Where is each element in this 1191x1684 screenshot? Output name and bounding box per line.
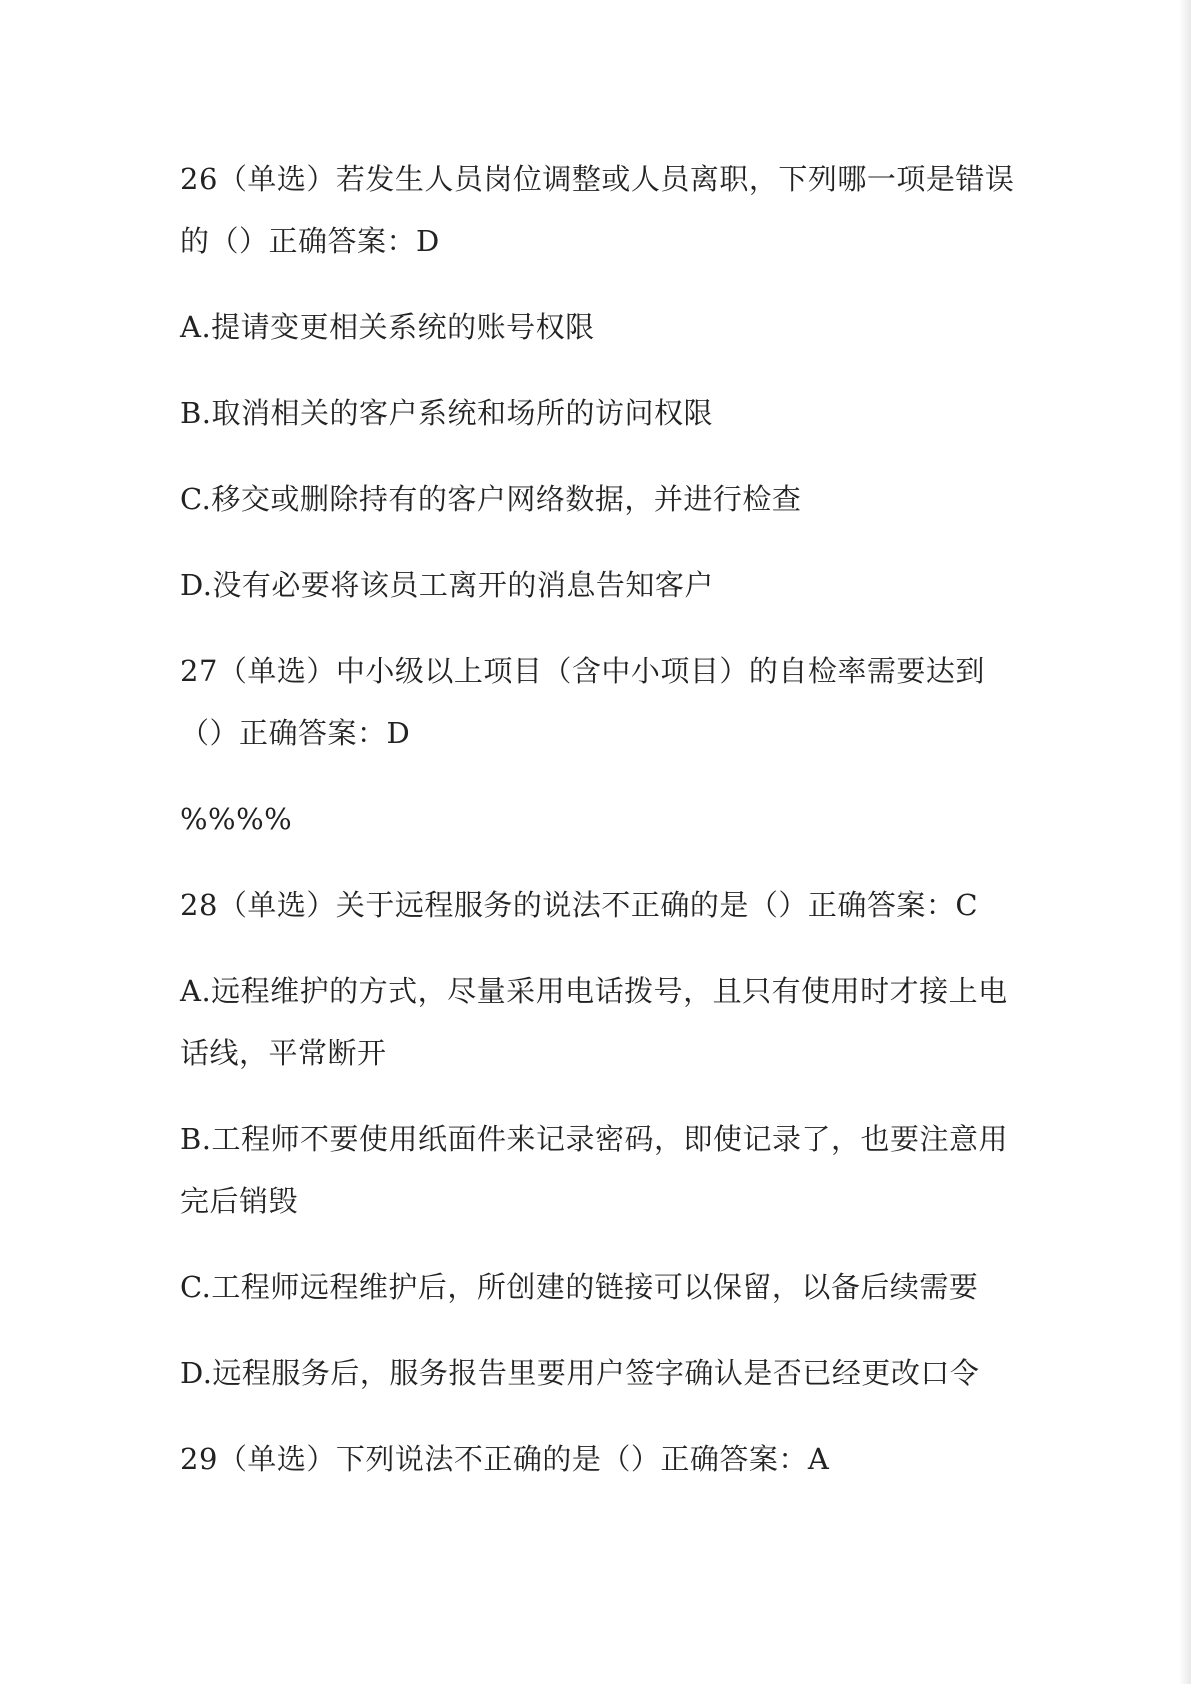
question-27-extra: %%%%: [180, 802, 293, 836]
question-26-option-a: A.提请变更相关系统的账号权限: [180, 310, 595, 344]
question-list: [180, 148, 1020, 1490]
question-28-option-d: D.远程服务后，服务报告里要用户签字确认是否已经更改口令: [180, 1356, 980, 1390]
question-28-option-b: B.工程师不要使用纸面件来记录密码，即使记录了，也要注意用完后销毁: [180, 1122, 1009, 1218]
question-27-stem: 27（单选）中小级以上项目（含中小项目）的自检率需要达到（）正确答案：D: [180, 654, 985, 750]
question-29-stem: 29（单选）下列说法不正确的是（）正确答案：A: [180, 1442, 830, 1476]
page-edge-shadow: [1179, 0, 1191, 1684]
question-26-stem: 26（单选）若发生人员岗位调整或人员离职，下列哪一项是错误的（）正确答案：D: [180, 162, 1015, 258]
question-26-option-c: C.移交或删除持有的客户网络数据，并进行检查: [180, 482, 802, 516]
question-28-option-a: A.远程维护的方式，尽量采用电话拨号，且只有使用时才接上电话线，平常断开: [180, 974, 1008, 1070]
question-26-option-b: B.取消相关的客户系统和场所的访问权限: [180, 396, 714, 430]
question-26-option-d: D.没有必要将该员工离开的消息告知客户: [180, 568, 714, 602]
question-28-option-c: C.工程师远程维护后，所创建的链接可以保留，以备后续需要: [180, 1270, 979, 1304]
question-28-stem: 28（单选）关于远程服务的说法不正确的是（）正确答案：C: [180, 888, 979, 922]
